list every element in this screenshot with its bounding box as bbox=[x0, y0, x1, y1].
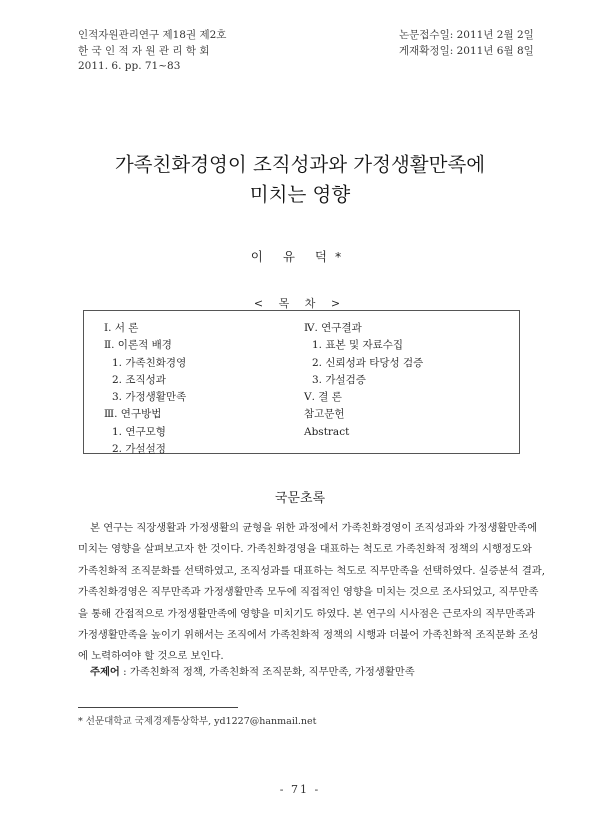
toc-item: 3. 가설검증 bbox=[312, 373, 366, 386]
toc-item: Ⅴ. 결 론 bbox=[304, 391, 342, 404]
abstract-line: 에 노력하여야 할 것으로 보인다. bbox=[78, 650, 224, 663]
abstract-line: 가정생활만족을 높이기 위해서는 조직에서 가족친화적 정책의 시행과 더불어 가족친화적 조직문화 조성 bbox=[78, 629, 539, 642]
journal-name: 인적자원관리연구 제18권 제2호 bbox=[78, 29, 227, 41]
accepted-date: 게재확정일: 2011년 6월 8일 bbox=[399, 44, 534, 57]
keywords-text: : 가족친화적 정책, 가족친화적 조직문화, 직무만족, 가정생활만족 bbox=[119, 666, 415, 678]
issue-pages: 2011. 6. pp. 71~83 bbox=[78, 60, 181, 72]
title-line-1: 가족친화경영이 조직성과와 가정생활만족에 bbox=[114, 153, 486, 176]
title-line-2: 미치는 영향 bbox=[249, 183, 351, 206]
abstract-body bbox=[78, 518, 545, 668]
abstract-line: 미치는 영향을 살펴보고자 한 것이다. 가족친화경영을 대표하는 척도로 가족친화적 정책의 시행정도와 bbox=[78, 543, 532, 556]
toc-item: 1. 연구모형 bbox=[112, 425, 166, 438]
toc-heading: < 목 차 > bbox=[0, 295, 600, 311]
toc-item: 3. 가정생활만족 bbox=[112, 391, 187, 404]
submission-dates bbox=[399, 28, 534, 59]
journal-info bbox=[78, 28, 226, 75]
toc-item: 참고문헌 bbox=[304, 408, 345, 421]
toc-item: 2. 가설설정 bbox=[112, 443, 166, 456]
abstract-line: 본 연구는 직장생활과 가정생활의 균형을 위한 과정에서 가족친화경영이 조직성과와 가정생활만족에 bbox=[90, 522, 538, 534]
toc-item: Ⅳ. 연구결과 bbox=[304, 322, 362, 334]
footnote-divider bbox=[78, 707, 238, 708]
society-name: 한 국 인 적 자 원 관 리 학 회 bbox=[78, 44, 210, 57]
toc-item: Ⅰ. 서 론 bbox=[104, 322, 139, 334]
toc-item: 2. 조직성과 bbox=[112, 373, 166, 386]
received-date: 논문접수일: 2011년 2월 2일 bbox=[399, 29, 534, 41]
toc-left-column bbox=[104, 320, 186, 458]
author-footnote: * 선문대학교 국제경제통상학부, yd1227@hanmail.net bbox=[78, 716, 317, 727]
author-name: 이 유 덕* bbox=[250, 249, 350, 264]
toc-right-column bbox=[304, 320, 423, 441]
abstract-line: 가족친화경영은 직무만족과 가정생활만족 모두에 직접적인 영향을 미치는 것으로 조사되었고, 직무만족 bbox=[78, 586, 539, 599]
keywords bbox=[90, 663, 415, 678]
abstract-line: 을 통해 간접적으로 가정생활만족에 영향을 미치기도 하였다. 본 연구의 시사점은 근로자의 직무만족과 bbox=[78, 607, 536, 620]
toc-item: Abstract bbox=[304, 425, 350, 438]
toc-item: Ⅱ. 이론적 배경 bbox=[104, 339, 172, 352]
toc-item: 1. 표본 및 자료수집 bbox=[312, 339, 404, 352]
page-number: - 71 - bbox=[279, 783, 321, 796]
toc-item: 1. 가족친화경영 bbox=[112, 356, 187, 369]
paper-title bbox=[0, 150, 600, 210]
abstract-title: 국문초록 bbox=[274, 491, 326, 506]
toc-item: 2. 신뢰성과 타당성 검증 bbox=[312, 356, 424, 369]
keywords-label: 주제어 bbox=[90, 666, 120, 678]
toc-item: Ⅲ. 연구방법 bbox=[104, 408, 162, 421]
abstract-line: 가족친화적 조직문화를 선택하였고, 조직성과를 대표하는 척도로 직무만족을 선택하였다. 실증분석 결과, bbox=[78, 564, 545, 577]
